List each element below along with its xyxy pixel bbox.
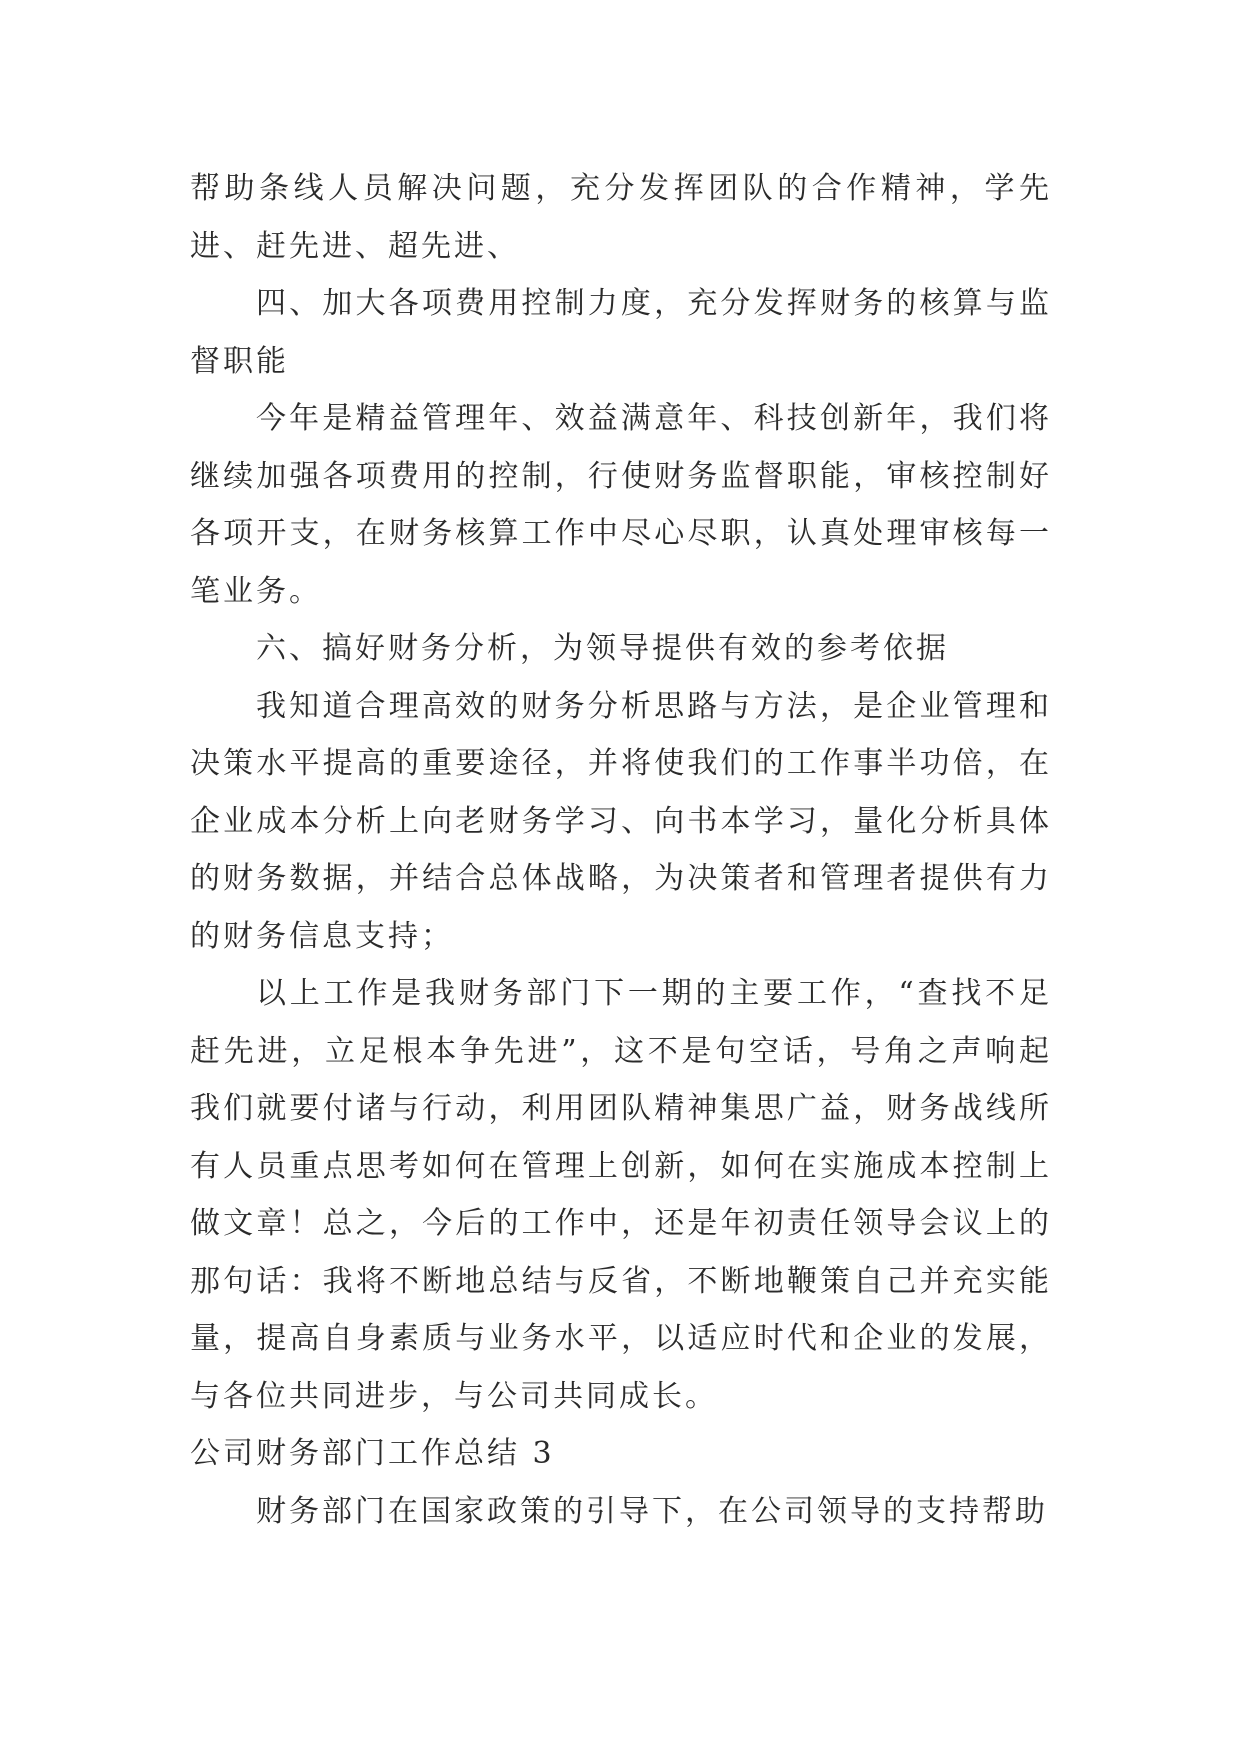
paragraph-continuation: 帮助条线人员解决问题，充分发挥团队的合作精神，学先进、赶先进、超先进、: [190, 171, 1052, 264]
document-body: [190, 160, 1052, 1540]
paragraph-financial-analysis: 我知道合理高效的财务分析思路与方法，是企业管理和决策水平提高的重要途径，并将使我们的工作事半功倍，在企业成本分析上向老财务学习、向书本学习，量化分析具体的财务数据，并结合总体战略，为决策者和管理者提供有力的财务信息支持；: [190, 688, 1052, 954]
paragraph-section-three-start: 财务部门在国家政策的引导下，在公司领导的支持帮助: [256, 1493, 1048, 1529]
paragraph-conclusion: 以上工作是我财务部门下一期的主要工作，“查找不足赶先进，立足根本争先进”，这不是句空话，号角之声响起我们就要付诸与行动，利用团队精神集思广益，财务战线所有人员重点思考如何在管理上创新，如何在实施成本控制上做文章！总之，今后的工作中，还是年初责任领导会议上的那句话：我将不断地总结与反省，不断地鞭策自己并充实能量，提高自身素质与业务水平，以适应时代和企业的发展，与各位共同进步，与公司共同成长。: [190, 976, 1052, 1414]
paragraph-cost-control: 今年是精益管理年、效益满意年、科技创新年，我们将继续加强各项费用的控制，行使财务监督职能，审核控制好各项开支，在财务核算工作中尽心尽职，认真处理审核每一笔业务。: [190, 401, 1052, 609]
section-title: 公司财务部门工作总结 3: [190, 1436, 555, 1471]
subheading-six: 六、搞好财务分析，为领导提供有效的参考依据: [256, 631, 949, 666]
subheading-four: 四、加大各项费用控制力度，充分发挥财务的核算与监督职能: [190, 286, 1052, 379]
